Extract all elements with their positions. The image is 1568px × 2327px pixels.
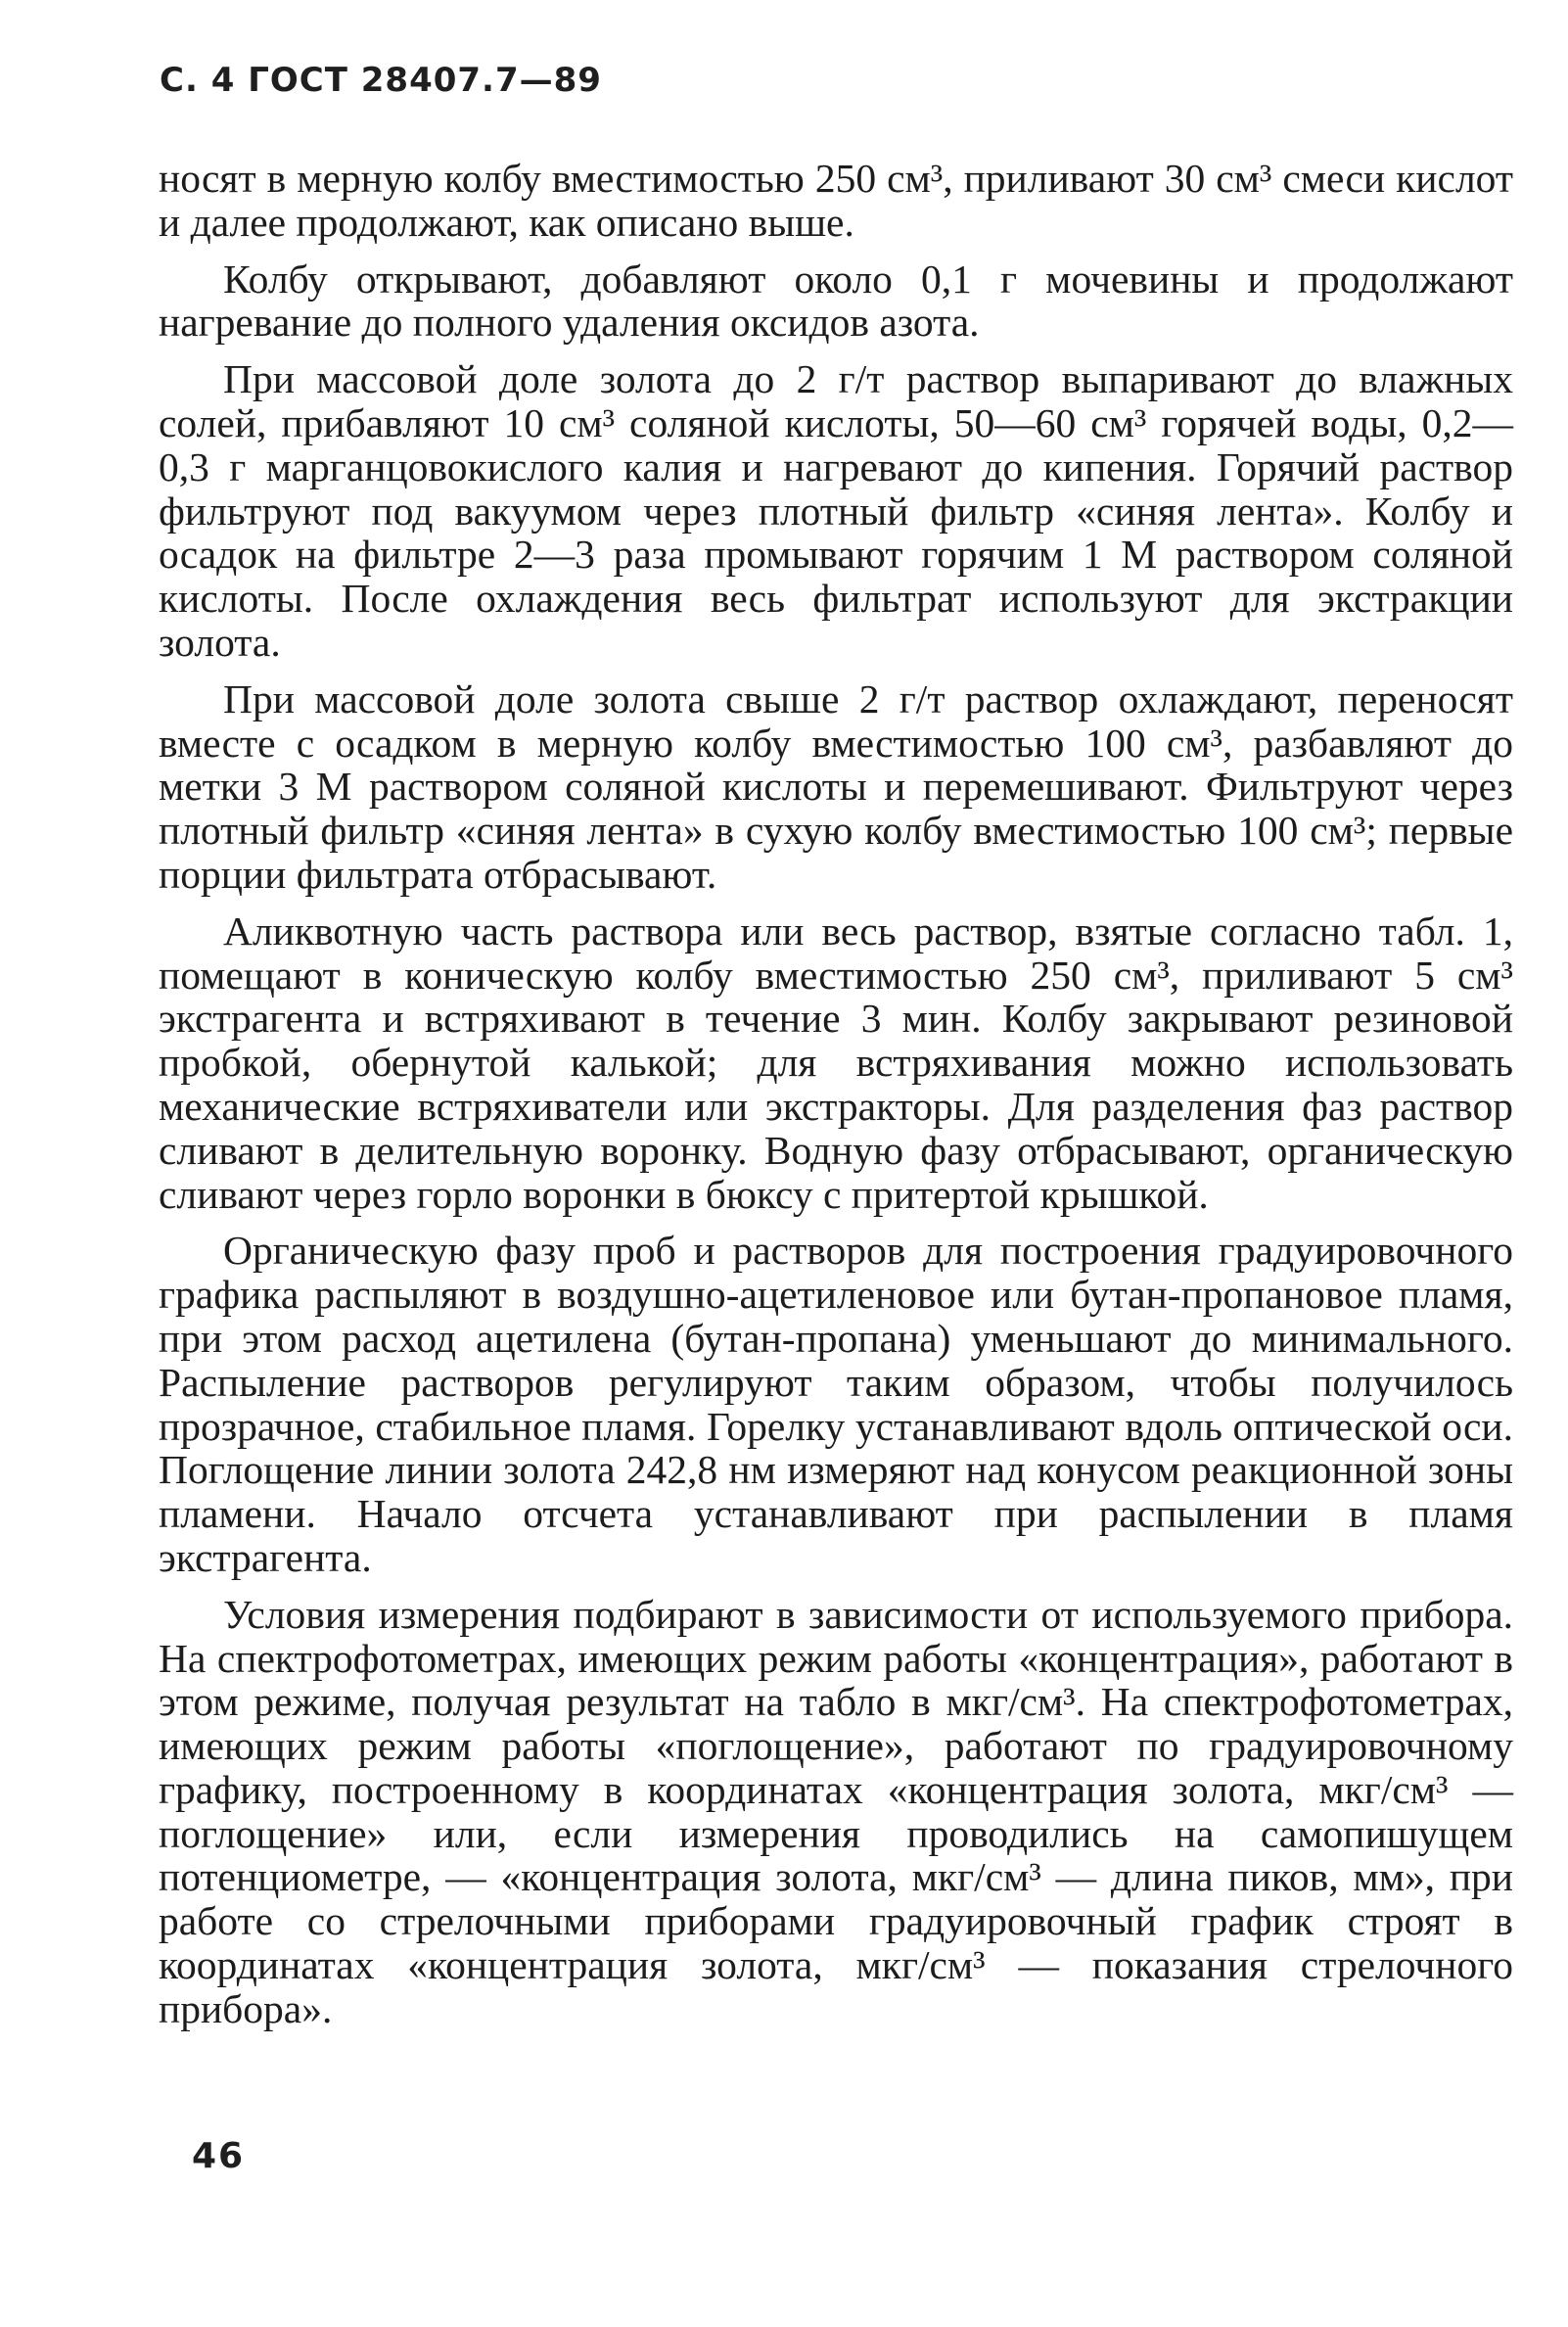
paragraph-flame-spraying: Органическую фазу проб и растворов для построения градуировочного графика распыляют в воздушно-ацетиленовое или бутан-пропановое пламя, при этом расход ацетилена (бутан-пропана) уменьшают до минимального. Распыление растворов регулируют таким образом, чтобы получилось прозрачное, стабильное пламя. Горелку устанавливают вдоль оптической оси. Поглощение линии золота 242,8 нм измеряют над конусом реакционной зоны пламени. Начало отсчета устанавливают при распылении в пламя экстрагента.: [159, 1228, 1513, 1580]
page-number: 46: [192, 2136, 246, 2176]
paragraph-extraction: Аликвотную часть раствора или весь раствор, взятые согласно табл. 1, помещают в коническую колбу вместимостью 250 см³, приливают 5 см³ экстрагента и встряхивают в течение 3 мин. Колбу закрывают резиновой пробкой, обернутой калькой; для встряхивания можно использовать механические встряхиватели или экстракторы. Для разделения фаз раствор сливают в делительную воронку. Водную фазу отбрасывают, органическую сливают через горло воронки в бюксу с притертой крышкой.: [159, 908, 1513, 1217]
body-text: [159, 157, 1513, 2031]
paragraph-high-gold-content: При массовой доле золота свыше 2 г/т раствор охлаждают, переносят вместе с осадком в мерную колбу вместимостью 100 см³, разбавляют до метки 3 М раствором соляной кислоты и перемешивают. Фильтруют через плотный фильтр «синяя лента» в сухую колбу вместимостью 100 см³; первые порции фильтрата отбрасывают.: [159, 675, 1513, 897]
paragraph-measurement-conditions: Условия измерения подбирают в зависимости от используемого прибора. На спектрофотометрах, имеющих режим работы «концентрация», работают в этом режиме, получая результат на табло в мкг/см³. На спектрофотометрах, имеющих режим работы «поглощение», работают по градуировочному графику, построенному в координатах «концентрация золота, мкг/см³ — поглощение» или, если измерения проводились на самопишущем потенциометре, — «концентрация золота, мкг/см³ — длина пиков, мм», при работе со стрелочными приборами градуировочный график строят в координатах «концентрация золота, мкг/см³ — показания стрелочного прибора».: [159, 1591, 1513, 2031]
paragraph-flask-opening: Колбу открывают, добавляют около 0,1 г мочевины и продолжают нагревание до полного удаления оксидов азота.: [159, 256, 1513, 346]
paragraph-continuation: носят в мерную колбу вместимостью 250 см³, приливают 30 см³ смеси кислот и далее продолжают, как описано выше.: [159, 156, 1513, 245]
paragraph-low-gold-content: При массовой доле золота до 2 г/т раствор выпаривают до влажных солей, прибавляют 10 см³ соляной кислоты, 50—60 см³ горячей воды, 0,2—0,3 г марганцовокислого калия и нагревают до кипения. Горячий раствор фильтруют под вакуумом через плотный фильтр «синяя лента». Колбу и осадок на фильтре 2—3 раза промывают горячим 1 М раствором соляной кислоты. После охлаждения весь фильтрат используют для экстракции золота.: [159, 356, 1513, 665]
running-header: С. 4 ГОСТ 28407.7—89: [160, 61, 602, 100]
